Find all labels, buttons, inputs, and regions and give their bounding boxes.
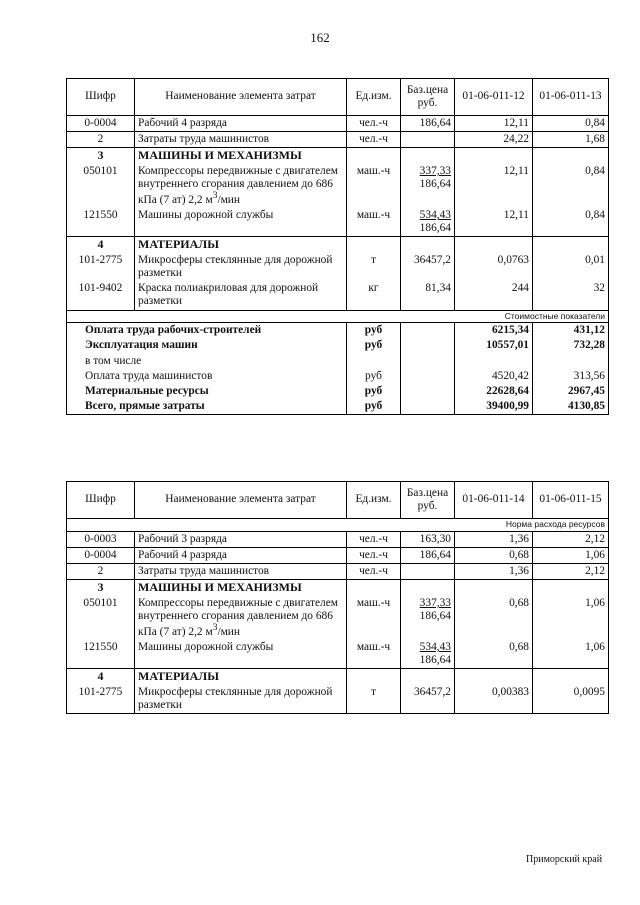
cost-value-2: 732,28 — [533, 338, 609, 353]
row-value-1: 12,11 — [455, 116, 533, 132]
row-unit: кг — [347, 281, 401, 310]
cost-value-2: 4130,85 — [533, 399, 609, 415]
row-name: Машины дорожной службы — [135, 640, 347, 669]
header-price: Баз.цена руб. — [401, 79, 455, 116]
table-header-row — [67, 482, 609, 519]
header-code: Шифр — [67, 482, 135, 519]
row-value-1: 24,22 — [455, 132, 533, 148]
row-value-2: 0,84 — [533, 116, 609, 132]
table-row — [67, 281, 609, 310]
cost-row — [67, 338, 609, 353]
row-price: 81,34 — [401, 281, 455, 310]
table-row — [67, 685, 609, 714]
resource-norm-note: Норма расхода ресурсов — [67, 519, 609, 532]
cost-row — [67, 399, 609, 415]
section-row — [67, 148, 609, 164]
table-row — [67, 116, 609, 132]
row-value-1: 0,00383 — [455, 685, 533, 714]
table-row — [67, 596, 609, 640]
cost-name: в том числе — [67, 354, 347, 369]
row-price: 186,64 — [401, 547, 455, 563]
header-col-1: 01-06-011-12 — [455, 79, 533, 116]
table-row — [67, 208, 609, 237]
cost-unit: руб — [347, 399, 401, 415]
page-number: 162 — [310, 30, 330, 45]
row-name: Затраты труда машинистов — [135, 563, 347, 579]
row-code: 050101 — [67, 164, 135, 208]
note-row — [67, 519, 609, 532]
row-code: 121550 — [67, 640, 135, 669]
cost-row — [67, 384, 609, 399]
section-row — [67, 580, 609, 596]
section-number: 4 — [67, 237, 135, 253]
row-unit: чел.-ч — [347, 132, 401, 148]
row-price: 36457,2 — [401, 685, 455, 714]
row-code: 0-0004 — [67, 547, 135, 563]
cost-value-1: 39400,99 — [455, 399, 533, 415]
section-title: МАШИНЫ И МЕХАНИЗМЫ — [135, 580, 347, 596]
row-code: 0-0003 — [67, 531, 135, 547]
cost-name: Оплата труда машинистов — [67, 369, 347, 384]
section-title: МАТЕРИАЛЫ — [135, 237, 347, 253]
row-code: 121550 — [67, 208, 135, 237]
row-value-1: 12,11 — [455, 164, 533, 208]
row-name: Микросферы стеклянные для дорожной разметки — [135, 685, 347, 714]
cost-unit: руб — [347, 369, 401, 384]
row-value-2: 0,01 — [533, 253, 609, 281]
cost-value-1: 4520,42 — [455, 369, 533, 384]
row-value-1: 1,36 — [455, 563, 533, 579]
row-value-1: 12,11 — [455, 208, 533, 237]
table-row — [67, 563, 609, 579]
region-footer: Приморский край — [526, 854, 603, 865]
row-name: Рабочий 3 разряда — [135, 531, 347, 547]
cost-value-1: 22628,64 — [455, 384, 533, 399]
cost-value-2: 313,56 — [533, 369, 609, 384]
cost-row — [67, 323, 609, 339]
row-value-1: 0,68 — [455, 547, 533, 563]
row-unit: маш.-ч — [347, 164, 401, 208]
row-code: 2 — [67, 132, 135, 148]
row-value-2: 0,84 — [533, 208, 609, 237]
cost-value-1: 10557,01 — [455, 338, 533, 353]
row-price: 534,43 186,64 — [401, 208, 455, 237]
row-name: Рабочий 4 разряда — [135, 116, 347, 132]
row-price: 36457,2 — [401, 253, 455, 281]
row-value-1: 244 — [455, 281, 533, 310]
row-price: 534,43 186,64 — [401, 640, 455, 669]
resource-table-1 — [66, 78, 609, 415]
cost-name: Всего, прямые затраты — [67, 399, 347, 415]
row-name: Затраты труда машинистов — [135, 132, 347, 148]
cost-unit: руб — [347, 323, 401, 339]
row-unit: т — [347, 685, 401, 714]
row-value-2: 0,84 — [533, 164, 609, 208]
row-name: Краска полиакриловая для дорожной разметки — [135, 281, 347, 310]
cost-row — [67, 354, 609, 369]
row-value-2: 2,12 — [533, 563, 609, 579]
cost-unit: руб — [347, 338, 401, 353]
table-row — [67, 531, 609, 547]
section-title: МАШИНЫ И МЕХАНИЗМЫ — [135, 148, 347, 164]
row-value-1: 0,68 — [455, 640, 533, 669]
cost-value-1: 6215,34 — [455, 323, 533, 339]
row-value-2: 1,06 — [533, 596, 609, 640]
table-row — [67, 253, 609, 281]
header-code: Шифр — [67, 79, 135, 116]
row-name: Компрессоры передвижные с двигателем внутреннего сгорания давлением до 686 кПа (7 ат) 2,2 $м^3$/мин — [135, 596, 347, 640]
cost-indicators-note: Стоимостные показатели — [67, 310, 609, 323]
section-number: 3 — [67, 148, 135, 164]
note-row — [67, 310, 609, 323]
header-col-1: 01-06-011-14 — [455, 482, 533, 519]
table-row — [67, 547, 609, 563]
section-title: МАТЕРИАЛЫ — [135, 669, 347, 685]
header-col-2: 01-06-011-15 — [533, 482, 609, 519]
header-unit: Ед.изм. — [347, 482, 401, 519]
section-row — [67, 669, 609, 685]
table-row — [67, 164, 609, 208]
row-value-2: 2,12 — [533, 531, 609, 547]
row-value-2: 1,06 — [533, 547, 609, 563]
header-unit: Ед.изм. — [347, 79, 401, 116]
table-row — [67, 132, 609, 148]
section-number: 3 — [67, 580, 135, 596]
row-unit: маш.-ч — [347, 208, 401, 237]
row-name: Машины дорожной службы — [135, 208, 347, 237]
cost-value-2: 2967,45 — [533, 384, 609, 399]
row-price — [401, 563, 455, 579]
header-name: Наименование элемента затрат — [135, 482, 347, 519]
table-row — [67, 640, 609, 669]
row-name: Рабочий 4 разряда — [135, 547, 347, 563]
row-unit: чел.-ч — [347, 563, 401, 579]
row-price: 337,33 186,64 — [401, 596, 455, 640]
row-price: 337,33 186,64 — [401, 164, 455, 208]
row-value-1: 1,36 — [455, 531, 533, 547]
row-price — [401, 132, 455, 148]
row-code: 0-0004 — [67, 116, 135, 132]
cost-unit: руб — [347, 384, 401, 399]
row-value-1: 0,68 — [455, 596, 533, 640]
row-value-2: 32 — [533, 281, 609, 310]
row-code: 2 — [67, 563, 135, 579]
header-name: Наименование элемента затрат — [135, 79, 347, 116]
row-price: 186,64 — [401, 116, 455, 132]
table-header-row — [67, 79, 609, 116]
row-unit: маш.-ч — [347, 596, 401, 640]
row-code: 050101 — [67, 596, 135, 640]
cost-name: Оплата труда рабочих-строителей — [67, 323, 347, 339]
resource-table-2 — [66, 481, 609, 714]
row-unit: маш.-ч — [347, 640, 401, 669]
row-code: 101-2775 — [67, 253, 135, 281]
cost-name: Материальные ресурсы — [67, 384, 347, 399]
row-unit: чел.-ч — [347, 116, 401, 132]
section-row — [67, 237, 609, 253]
cost-name: Эксплуатация машин — [67, 338, 347, 353]
cost-value-2: 431,12 — [533, 323, 609, 339]
row-code: 101-9402 — [67, 281, 135, 310]
row-unit: чел.-ч — [347, 531, 401, 547]
header-col-2: 01-06-011-13 — [533, 79, 609, 116]
row-unit: т — [347, 253, 401, 281]
row-value-2: 0,0095 — [533, 685, 609, 714]
section-number: 4 — [67, 669, 135, 685]
row-value-2: 1,06 — [533, 640, 609, 669]
row-value-2: 1,68 — [533, 132, 609, 148]
row-name: Микросферы стеклянные для дорожной разметки — [135, 253, 347, 281]
row-name: Компрессоры передвижные с двигателем внутреннего сгорания давлением до 686 кПа (7 ат) 2,2 $м^3$/мин — [135, 164, 347, 208]
row-value-1: 0,0763 — [455, 253, 533, 281]
row-price: 163,30 — [401, 531, 455, 547]
cost-row — [67, 369, 609, 384]
row-unit: чел.-ч — [347, 547, 401, 563]
header-price: Баз.цена руб. — [401, 482, 455, 519]
row-code: 101-2775 — [67, 685, 135, 714]
